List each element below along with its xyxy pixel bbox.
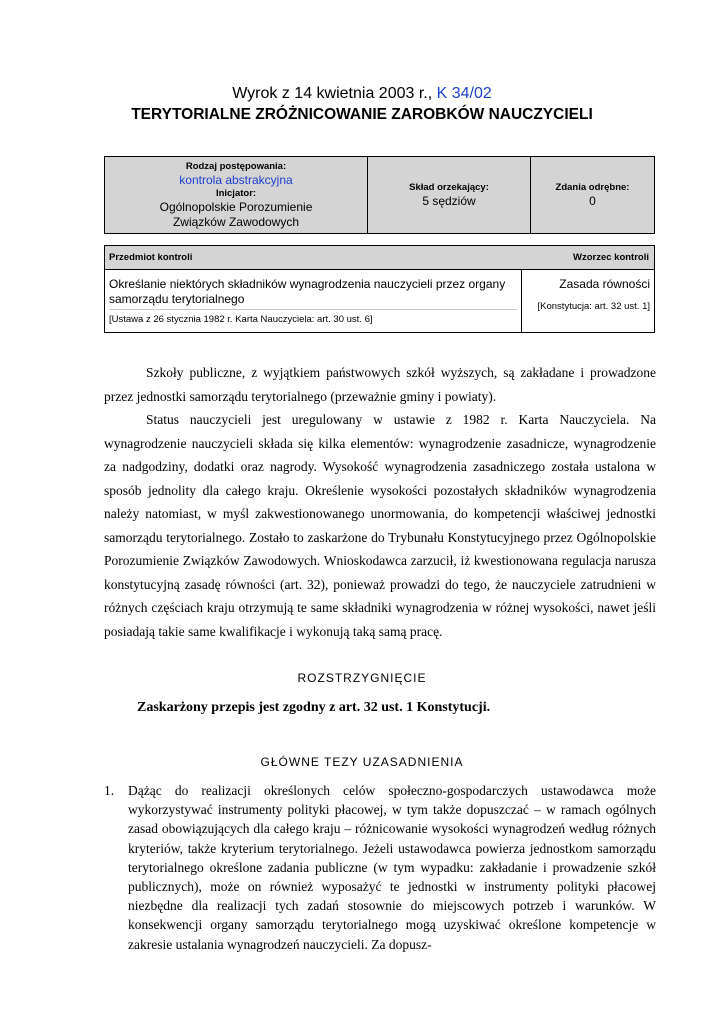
bench-label: Skład orzekający:: [409, 181, 489, 193]
proceeding-type-link[interactable]: kontrola abstrakcyjna: [179, 172, 293, 187]
subject-header: Przedmiot kontroli: [109, 252, 193, 263]
thesis-number: 1.: [104, 783, 115, 798]
thesis-item: [104, 781, 656, 954]
subject-reference: [Ustawa z 26 stycznia 1982 r. Karta Nauczyciela: art. 30 ust. 6]: [109, 314, 373, 325]
proceeding-label: Rodzaj postępowania:: [185, 160, 287, 172]
initiator-label: Inicjator:: [215, 187, 257, 199]
pattern-reference: [Konstytucja: art. 32 ust. 1]: [537, 301, 650, 312]
thesis-text: Dążąc do realizacji określonych celów społeczno-gospodarczych ustawodawca może wykorzystywać instrumenty polityki płacowej, w tym także dopuszczać – w ramach ogólnych zasad obowiązujących dla całego kraju – różnicowanie wysokości wynagrodzeń według różnych kryteriów, także kryterium terytorialnego. Jeżeli ustawodawca powierza jednostkom samorządu terytorialnego określone zadania publiczne (w tym wypadku: zakładanie i prowadzenie szkół publicznych), może on również wyposażyć te jednostki w instrumenty polityki płacowej niezbędne dla realizacji tych zadań stosownie do miejscowych potrzeb i warunków. W konsekwencji organy samorządu terytorialnego mogą uzyskiwać określone kompetencje w zakresie ustalania wynagrodzeń nauczycieli. Za dopusz-: [128, 783, 656, 952]
facts-paragraph-2: Status nauczycieli jest uregulowany w ustawie z 1982 r. Karta Nauczyciela. Na wynagrodzenie nauczycieli składa się kilka elementów: wynagrodzenie zasadnicze, wynagrodzenie za nadgodziny, dodatki oraz nagrody. Wysokość wynagrodzenia zasadniczego została ustalona w sposób jednolity dla całego kraju. Określenie wysokości pozostałych składników wynagrodzenia należy natomiast, w myśl zakwestionowanego unormowania, do kompetencji właściwej jednostki samorządu terytorialnego. Zostało to zaskarżone do Trybunału Konstytucyjnego przez Ogólnopolskie Porozumienie Związków Zawodowych. Wnioskodawca zarzucił, iż kwestionowana regulacja narusza konstytucyjną zasadę równości (art. 32), ponieważ prowadzi do tego, że nauczyciele zatrudnieni w różnych częściach kraju otrzymują te same składniki wynagrodzenia w różnej wysokości, nawet jeśli posiadają takie same kwalifikacje i wykonują taką samą pracę.: [104, 412, 656, 639]
control-box: [104, 245, 655, 333]
control-body: [105, 270, 654, 332]
pattern-header: Wzorzec kontroli: [572, 252, 649, 263]
dissent-label: Zdania odrębne:: [555, 181, 630, 193]
case-number-link[interactable]: K 34/02: [436, 85, 492, 102]
bench-cell: [368, 157, 531, 233]
resolution-text: Zaskarżony przepis jest zgodny z art. 32 ust. 1 Konstytucji.: [137, 700, 491, 715]
facts-section: [104, 361, 656, 643]
judgment-date: Wyrok z 14 kwietnia 2003 r.,: [232, 85, 433, 102]
subject-text: Określanie niektórych składników wynagrodzenia nauczycieli przez organy samorządu terytorialnego: [109, 277, 506, 306]
pattern-cell: [522, 270, 654, 332]
theses-heading: GŁÓWNE TEZY UZASADNIENIA: [260, 755, 464, 769]
facts-paragraph-1: Szkoły publiczne, z wyjątkiem państwowych szkół wyższych, są zakładane i prowadzone przez jednostki samorządu terytorialnego (przeważnie gminy i powiaty).: [104, 365, 656, 404]
judgment-title: [0, 84, 724, 104]
document-heading: [0, 84, 724, 125]
proceeding-cell: [105, 157, 368, 233]
control-header: [105, 246, 654, 270]
bench-value: 5 sędziów: [422, 193, 476, 208]
pattern-text: Zasada równości: [559, 277, 650, 291]
judgment-subtitle: TERYTORIALNE ZRÓŻNICOWANIE ZAROBKÓW NAUCZYCIELI: [131, 106, 593, 123]
case-info-box: [104, 156, 655, 234]
dissent-cell: [531, 157, 654, 233]
resolution-heading: ROZSTRZYGNIĘCIE: [297, 671, 427, 685]
subject-divider: [109, 309, 517, 310]
subject-cell: [105, 270, 522, 332]
initiator-value: Ogólnopolskie Porozumienie Związków Zawodowych: [159, 199, 313, 229]
dissent-value: 0: [589, 193, 596, 208]
